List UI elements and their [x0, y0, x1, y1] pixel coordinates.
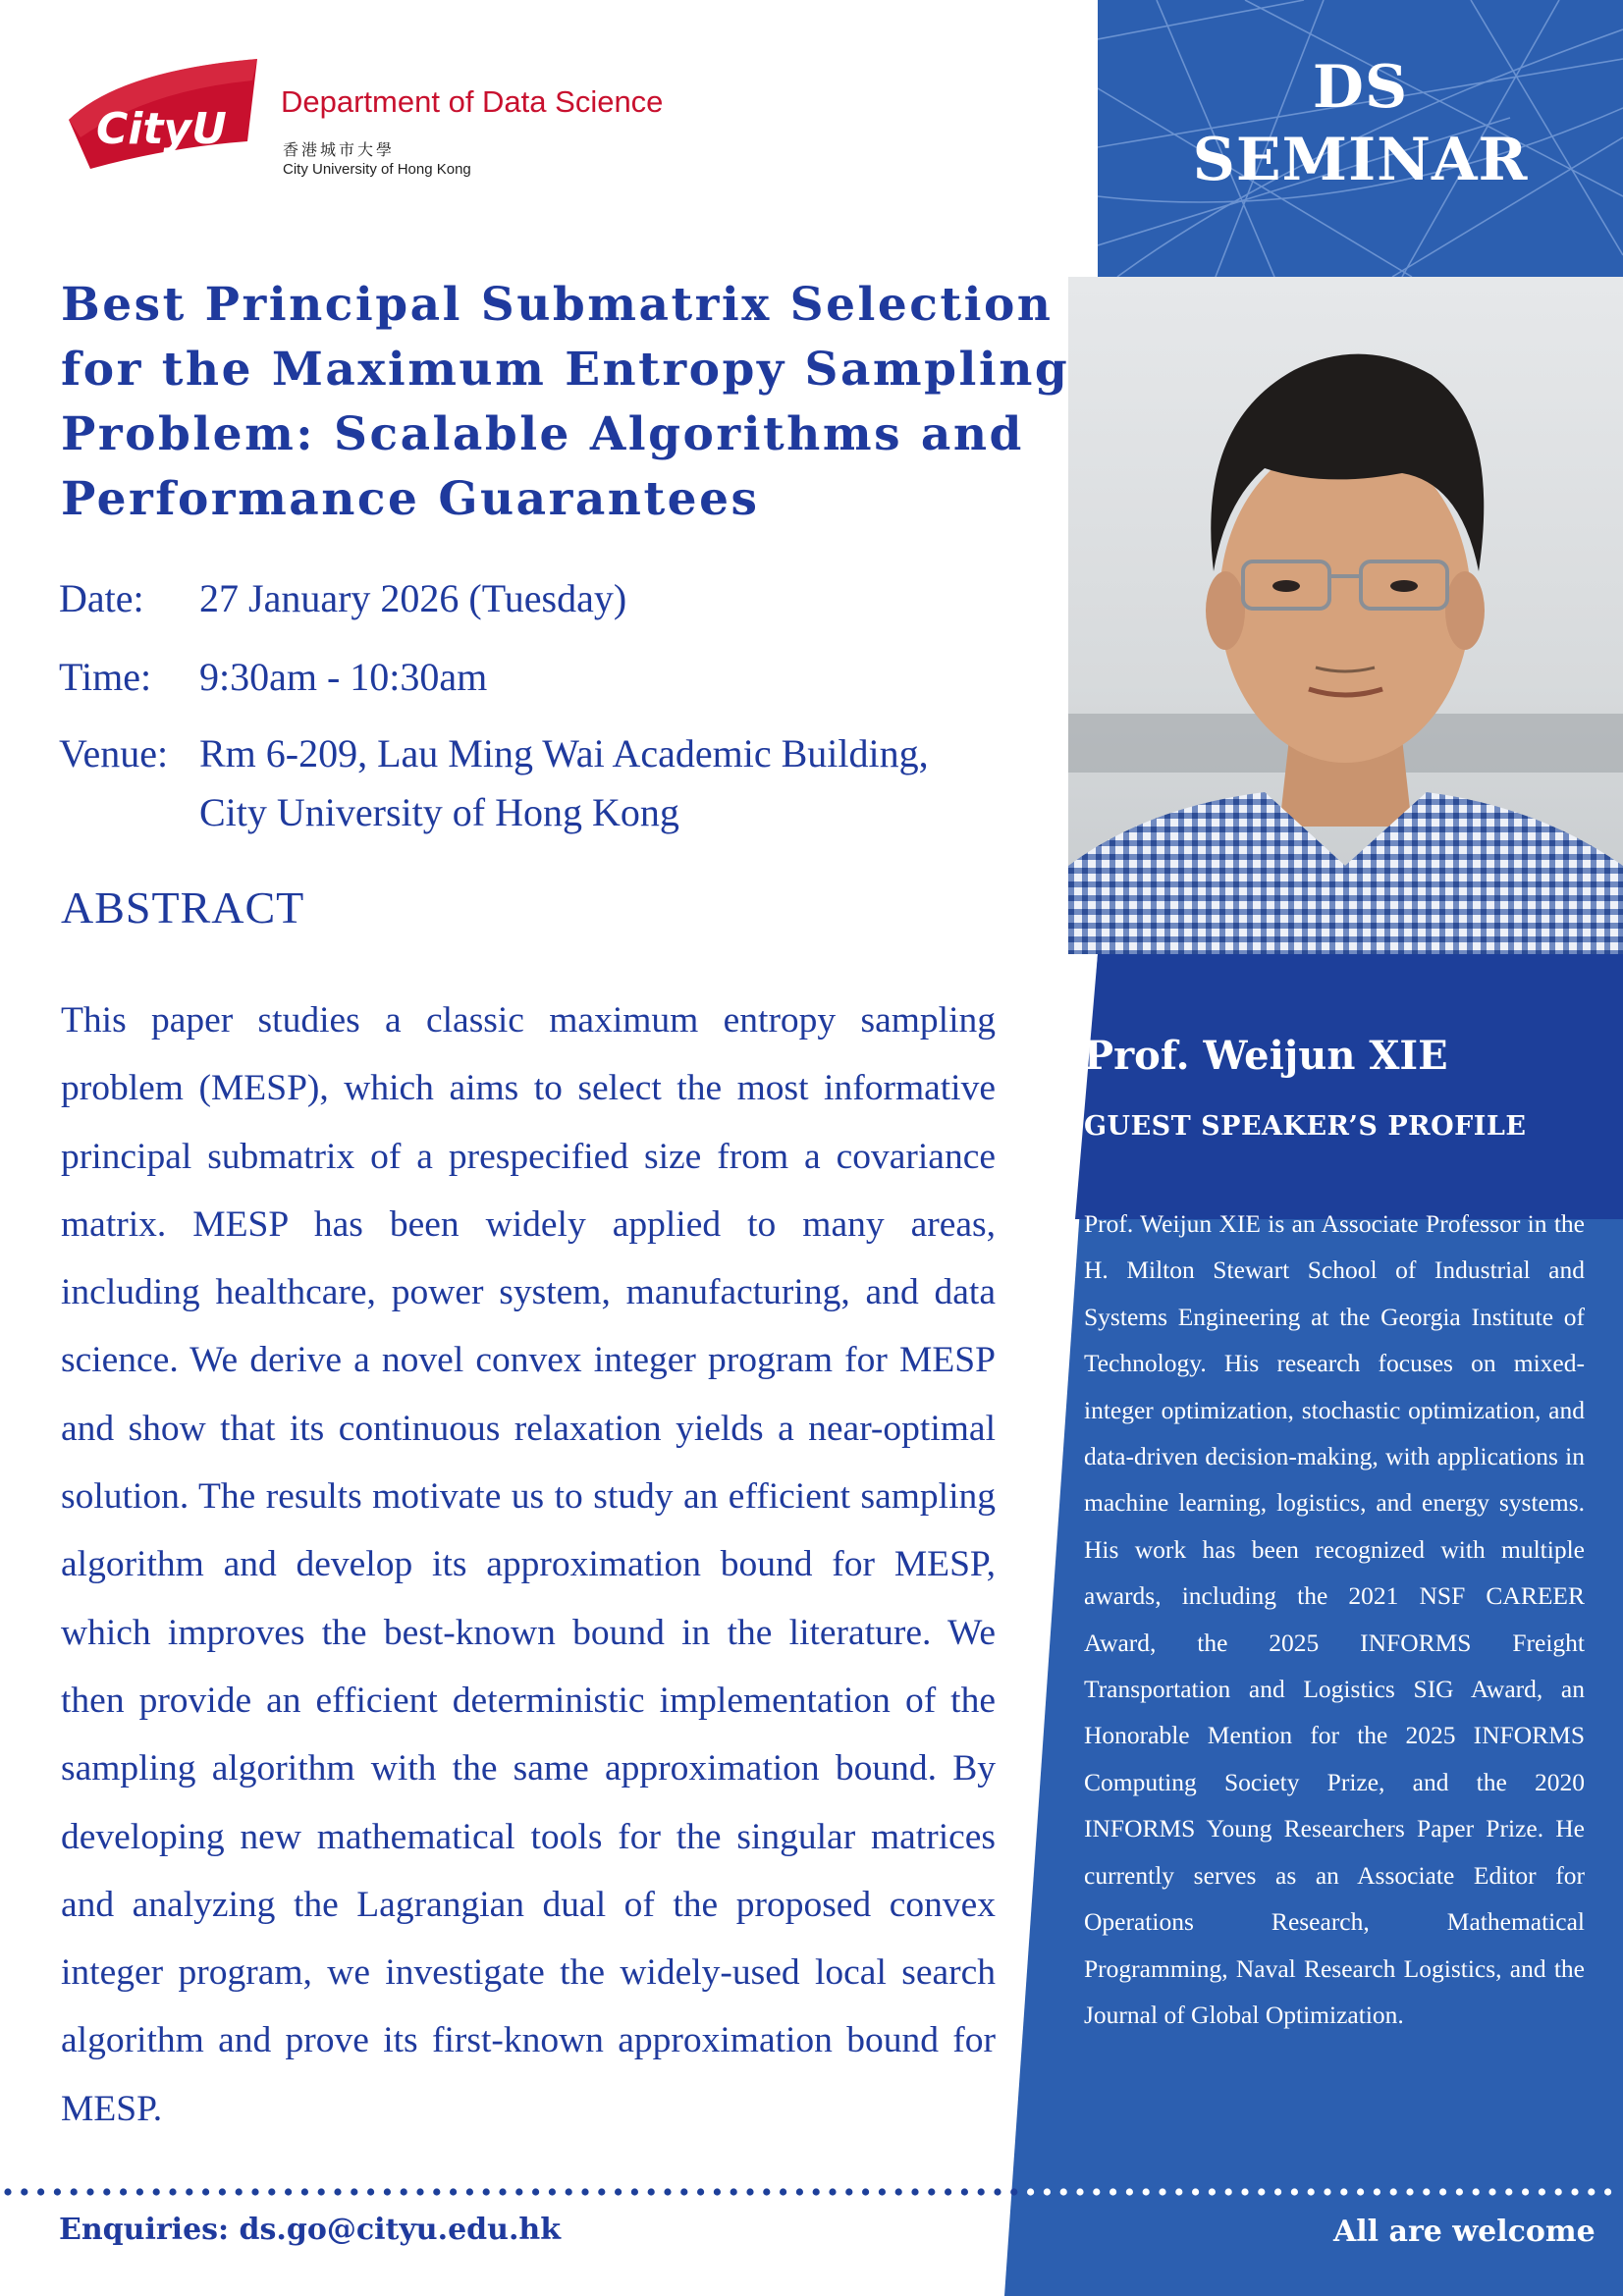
speaker-bio: Prof. Weijun XIE is an Associate Professor in the H. Milton Stewart School of Industrial and Systems Engineering at the Georgia Institute of Technology. His research focuses on mixed-integer optimization, stochastic optimization, and data-driven decision-making, with applications in machine learning, logistics, and energy systems. His work has been recognized with multiple awards, including the 2021 NSF CAREER Award, the 2025 INFORMS Freight Transportation and Logistics SIG Award, an Honorable Mention for the 2025 INFORMS Computing Society Prize, and the 2020 INFORMS Young Researchers Paper Prize. He currently serves as an Associate Editor for Operations Research, Mathematical Programming, Naval Research Logistics, and the Journal of Global Optimization.: [1084, 1209, 1585, 2029]
date-value: 27 January 2026 (Tuesday): [199, 576, 627, 620]
venue-value-line-1: Rm 6-209, Lau Ming Wai Academic Building,: [199, 731, 929, 775]
speaker-profile-label: GUEST SPEAKER’S PROFILE: [1084, 1111, 1527, 1142]
abstract-heading: ABSTRACT: [61, 882, 305, 933]
enquiries-contact: Enquiries: ds.go@cityu.edu.hk: [59, 2213, 561, 2247]
venue-label: Venue:: [59, 731, 169, 775]
speaker-photo: [1068, 277, 1623, 954]
time-label: Time:: [59, 655, 152, 699]
venue-value-line-2: City University of Hong Kong: [199, 790, 679, 834]
time-value: 9:30am - 10:30am: [199, 655, 488, 699]
university-english-name: City University of Hong Kong: [283, 161, 471, 178]
series-banner: [1098, 0, 1623, 277]
speaker-name: Prof. Weijun XIE: [1084, 1033, 1448, 1079]
department-name: Department of Data Science: [281, 84, 664, 119]
abstract-body: This paper studies a classic maximum entropy sampling problem (MESP), which aims to select the most informative principal submatrix of a prespecified size from a covariance matrix. MESP has been widely applied to many areas, including healthcare, power system, manufacturing, and data science. We derive a novel convex integer program for MESP and show that its continuous relaxation yields a near-optimal solution. The results motivate us to study an efficient sampling algorithm and develop its approximation bound for MESP, which improves the best-known bound in the literature. We then provide an efficient deterministic implementation of the sampling algorithm with the same approximation bound. By developing new mathematical tools for the singular matrices and analyzing the Lagrangian dual of the proposed convex integer program, we investigate the widely-used local search algorithm and prove its first-known approximation bound for MESP.: [61, 1000, 996, 2129]
series-line-1: DS: [1312, 53, 1409, 122]
series-line-2: SEMINAR: [1192, 126, 1529, 194]
cityu-logo-mark: [61, 51, 267, 169]
series-title: [1098, 51, 1623, 196]
dotted-divider: [0, 2185, 1623, 2199]
welcome-note: All are welcome: [1333, 2215, 1596, 2249]
talk-title: Best Principal Submatrix Selection for the Maximum Entropy Sampling Problem: Scalable Algorithms and Performance Guarantees: [61, 278, 1070, 526]
cityu-logo: [61, 51, 670, 188]
logo-text: CityU: [96, 104, 227, 154]
university-chinese-name: 香港城市大學: [283, 140, 396, 159]
date-label: Date:: [59, 576, 144, 620]
